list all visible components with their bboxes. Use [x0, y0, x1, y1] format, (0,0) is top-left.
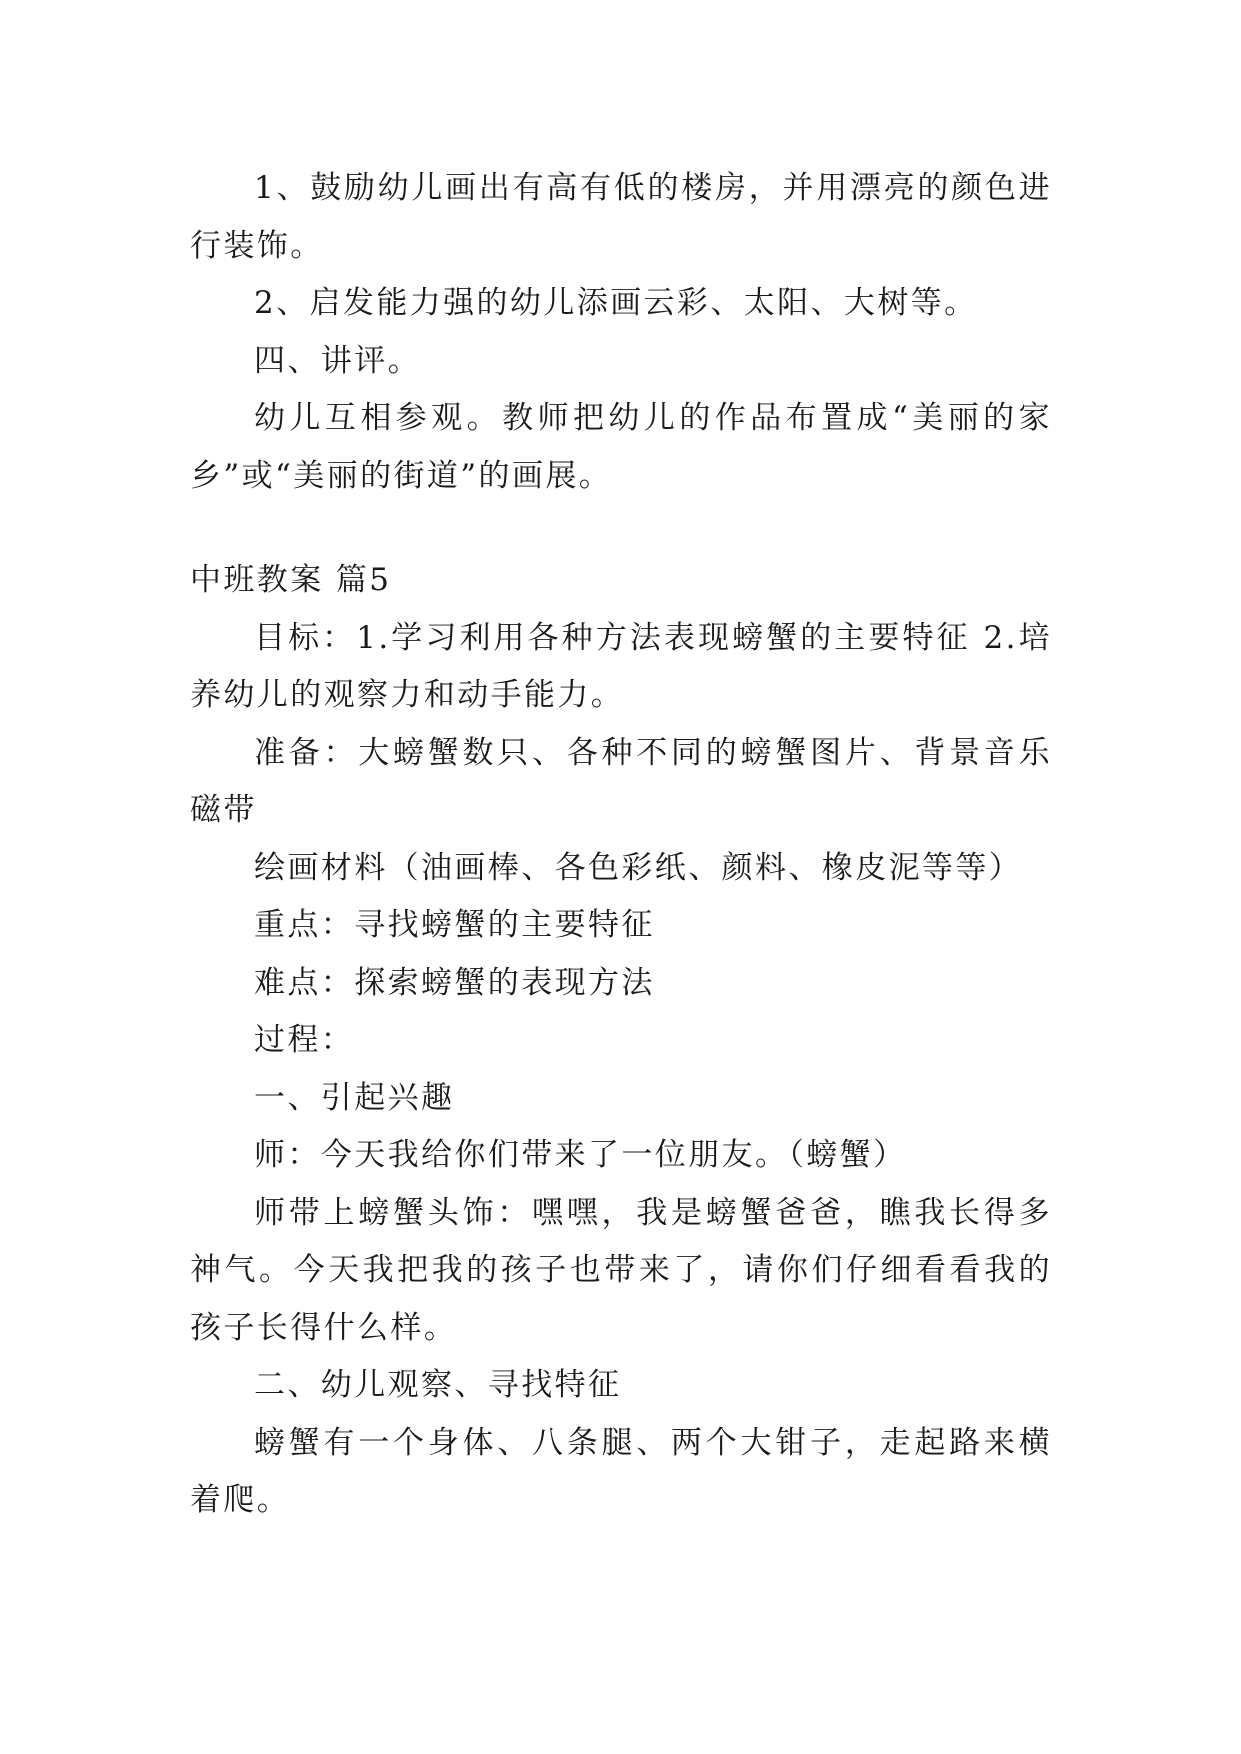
paragraph-crab-features: 螃蟹有一个身体、八条腿、两个大钳子，走起路来横着爬。 [190, 1424, 1052, 1518]
paragraph-key-point: 重点：寻找螃蟹的主要特征 [254, 907, 655, 943]
page-content [190, 160, 1052, 1530]
paragraph-goals: 目标：1.学习利用各种方法表现螃蟹的主要特征 2.培养幼儿的观察力和动手能力。 [190, 619, 1052, 713]
paragraph-review-heading: 四、讲评。 [254, 342, 421, 379]
paragraph-add-details: 2、启发能力强的幼儿添画云彩、太阳、大树等。 [254, 285, 978, 321]
paragraph-step-two: 二、幼儿观察、寻找特征 [254, 1367, 622, 1403]
paragraph-step-one: 一、引起兴趣 [254, 1079, 455, 1116]
paragraph-preparation: 准备：大螃蟹数只、各种不同的螃蟹图片、背景音乐磁带 [190, 734, 1052, 828]
paragraph-process: 过程： [254, 1022, 355, 1058]
paragraph-difficulty: 难点：探索螃蟹的表现方法 [254, 964, 655, 1001]
paragraph-review-body: 幼儿互相参观。教师把幼儿的作品布置成“美丽的家乡”或“美丽的街道”的画展。 [190, 400, 1052, 494]
paragraph-draw-buildings: 1、鼓励幼儿画出有高有低的楼房，并用漂亮的颜色进行装饰。 [190, 170, 1052, 264]
paragraph-materials: 绘画材料（油画棒、各色彩纸、颜料、橡皮泥等等） [254, 849, 1023, 886]
paragraph-teacher-headwear: 师带上螃蟹头饰：嘿嘿，我是螃蟹爸爸，瞧我长得多神气。今天我把我的孩子也带来了，请你们仔细看看我的孩子长得什么样。 [190, 1194, 1052, 1346]
paragraph-teacher-intro: 师：今天我给你们带来了一位朋友。（螃蟹） [254, 1137, 907, 1173]
section-heading: 中班教案 篇5 [190, 562, 392, 598]
